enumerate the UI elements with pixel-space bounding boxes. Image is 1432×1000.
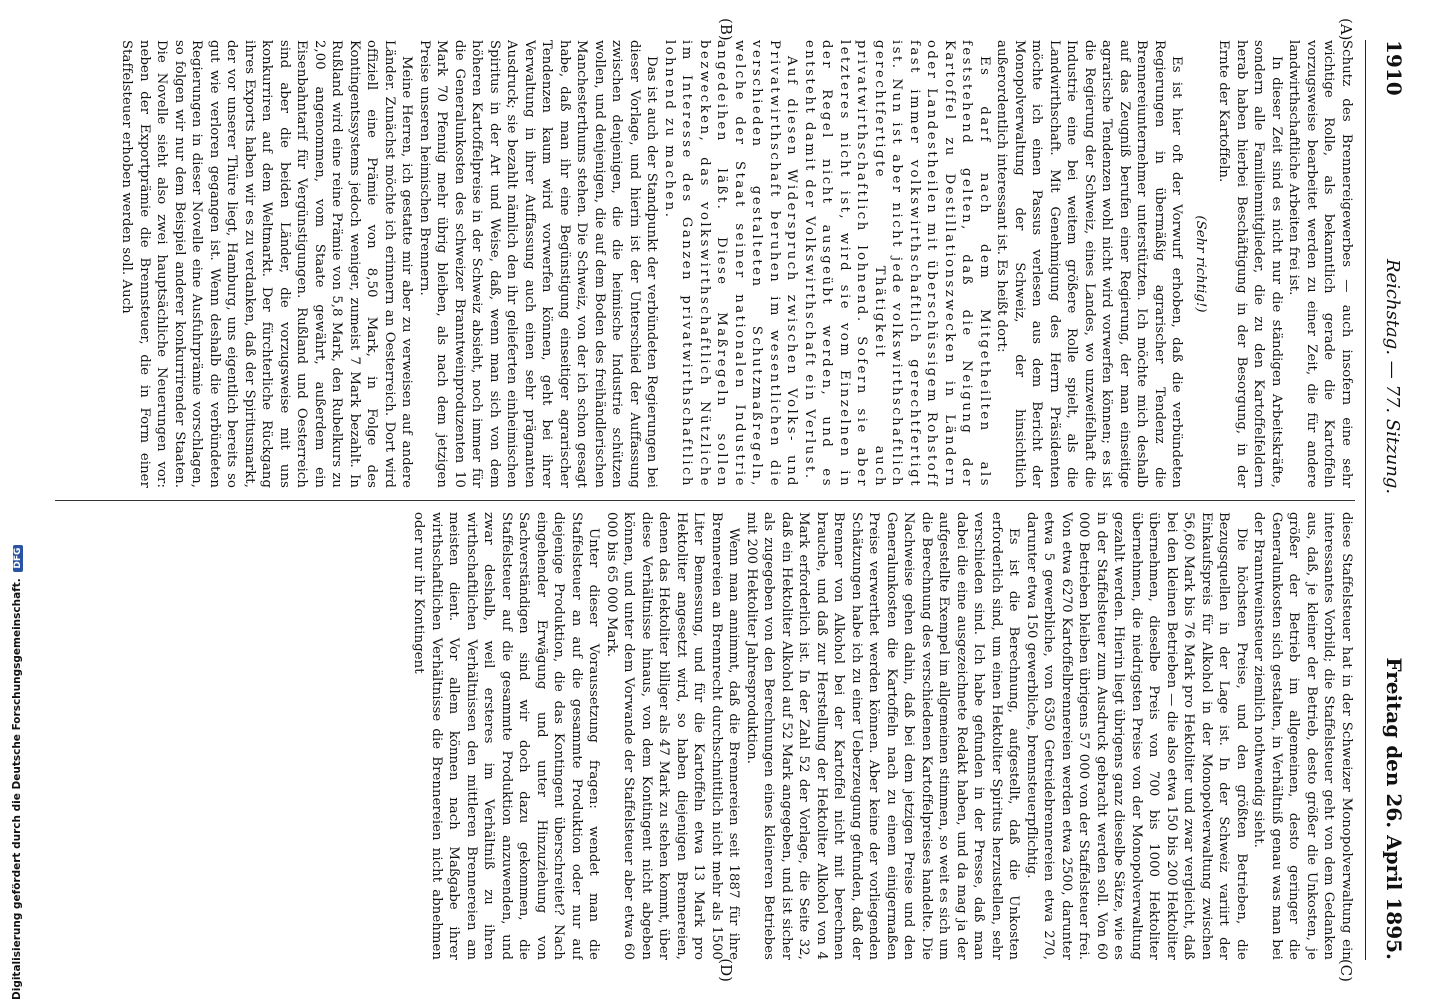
text-columns bbox=[55, 18, 1355, 982]
paragraph: Unter dieser Voraussetzung fragen: wendet man die Staffelsteuer an auf die gesammte Produktion oder nur auf diejenige Produktion, die das Kontingent überschreitet? Nach eingehender Erwägung und unter Hinzuziehung von Sachverständigen sind wir doch dazu gekommen, die Staffelsteuer auf die gesammte Produktion anzuwenden, und zwar deshalb, weil ersteres im Verhältniß zu ihren wirthschaftlichen Verhältnissen den mittleren Brennereien am meisten dient. Vor allem können nach Maßgabe ihrer wirthschaftlichen Verhältnisse die Brennereien nicht abnehmen oder nur ihr Kontingent bbox=[411, 512, 602, 960]
paragraph: Schutz des Brennereigewerbes — auch insofern eine sehr wichtige Rolle, als bekanntlich gerade die Kartoffeln vorzugsweise bearbeitet werden zu einer Zeit, die für andere landwirthschaftliche Arbeiten frei ist. bbox=[1286, 40, 1354, 488]
page-title: Reichstag. — 77. Sitzung. bbox=[1382, 258, 1403, 495]
page-number: 1910 bbox=[1382, 40, 1406, 96]
right-column bbox=[55, 512, 1355, 960]
column-divider bbox=[55, 500, 1355, 501]
credit-text: Digitalisierung gefördert durch die Deutsche Forschungsgemeinschaft. bbox=[11, 578, 23, 1000]
paragraph: Das ist auch der Standpunkt der verbündeten Regierungen bei dieser Vorlage, und hierin ist der Unterschied der Auffassung zwischen denjenigen, die die heimische Industrie schützen wollen, und denjenigen, die auf dem Boden des freihändlerischen Manchesterthums stehen. Die Schweiz, von der ich schon gesagt habe, daß man ihr eine Begünstigung einseitiger agrarischer Tendenzen kaum wird vorwerfen können, geht bei ihrer Verwaltung in ihrer Auffassung auch einen sehr prägnanten Ausdruck; sie bezahlt nämlich den ihr gelieferten einheimischen Spiritus in der Art und Weise, daß, wenn man sich von dem höheren Kartoffelpreise in der Schweiz absieht, noch immer für die Generalunkosten des schweizer Branntweinproduzenten 10 Mark 70 Pfennig mehr übrig bleiben, als nach dem jetzigen Preise unseren heimischen Brennern. bbox=[417, 40, 660, 488]
paragraph: diese Staffelsteuer hat in der Schweizer Monopolverwaltung ein interessantes Vorbild; die Staffelsteuer geht von dem Gedanken aus, daß, je kleiner der Betrieb, desto größer die Unkosten, je größer der Betrieb im allgemeinen, desto geringer die Generalunkosten sich gestalten, in Verhältniß genau was man bei der Branntweinsteuer ziemlich nothwendig sieht. bbox=[1251, 512, 1354, 960]
dfg-logo: DFG bbox=[13, 545, 23, 572]
paragraph: Wenn man annimmt, daß die Brennereien seit 1887 für ihre Brennereien an Brennrecht durchschnittlich nicht mehr als 1500 Liter Bemessung, und für die Kartoffeln etwa 13 Mark pro Hektoliter angesetzt wird, so haben diejenigen Brennereien, denen das Hektoliter billiger als 47 Mark zu stehen kommt, über diese Verhältnisse hinaus, von dem Kontingent nicht abgeben können, und unter dem Vorwande der Staffelsteuer aber etwa 60 000 bis 65 000 Mark. bbox=[604, 512, 742, 960]
paragraph: Es ist die Berechnung, aufgestellt, daß die Unkosten erforderlich sind, um einen Hektoliter Spiritus herzustellen, sehr verschieden sind. Ich habe gefunden in der Presse, daß man dabei die eine ausgezeichnete Redakt haben, und da mag ja der aufgestellte Exempel im allgemeinen stimmen, so weit es sich um die Berechnung des verschiedenen Kartoffelpreises handelte. Die Nachweise gehen dahin, daß bei dem jetzigen Preise und den Generalunkosten die Kartoffeln nach zu einem einigermaßen Preise verwerthet werden können. Aber keine der vorliegenden Schätzungen habe ich zu einer Ueberzeugung gefunden, daß der Brenner von Alkohol bei der Kartoffel nicht mit berechnen brauche, und daß zur Herstellung der Hektoliter Alkohol von 4 Mark erforderlich ist. In der Zahl 52 der Vorlage, die Seite 32, daß ein Hektoliter Alkohol auf 52 Mark angegeben, und ist sicher als zugegeben von den Berechnungen eines kleineren Betriebes mit 200 Hektoliter Jahresproduktion. bbox=[744, 512, 1022, 960]
rotated-newspaper-page bbox=[26, 20, 1406, 980]
paragraph: In dieser Zeit sind es nicht nur die ständigen Arbeitskräfte, sondern alle Familienmitglieder, die zu den Kartoffelfeldern herab haben hierbei Beschäftigung in der Besorgung, in der Ernte der Kartoffeln. bbox=[1216, 40, 1284, 488]
interjection: (Sehr richtig!) bbox=[1193, 215, 1208, 313]
margin-label-b: (B) bbox=[717, 18, 735, 41]
quote-paragraph: Es darf nach dem Mitgetheilten als feststehend gelten, daß die Neigung der Kartoffel zu Destillationszwecken in Ländern oder Landestheilen mit überschüssigem Rohstoff fast immer volkswirthschaftlich gerechtfertigt ist. Nun ist aber nicht jede volkswirthschaftlich gerechtfertigte Thätigkeit auch privatwirthschaftlich lohnend. Sofern sie aber letzteres nicht ist, wird sie vom Einzelnen in der Regel nicht ausgeübt werden, und es entsteht damit der Volkswirthschaft ein Verlust. bbox=[802, 40, 992, 488]
page-header bbox=[1365, 40, 1406, 960]
credit-line bbox=[11, 545, 23, 1000]
quote-paragraph: Auf diesen Widerspruch zwischen Volks- und Privatwirthschaft beruhen im wesentlichen die verschieden gestalteten Schutzmaßregeln, welche der Staat seiner nationalen Industrie angedeihen läßt. Diese Maßregeln sollen bezwecken, das volkswirthschaftlich Nützliche im Interesse des Ganzen privatwirthschaftlich lohnend zu machen. bbox=[662, 40, 800, 488]
left-column bbox=[55, 40, 1355, 488]
margin-label-d: (D) bbox=[717, 958, 735, 982]
margin-label-a: (A) bbox=[1337, 18, 1355, 41]
paragraph: Die höchsten Preise, und den größten Betrieben, die Bezugsquellen in der Lage ist. In der Schweiz variirt der Einkaufspreis für Alkohol in der Monopolverwaltung zwischen 56,60 Mark bis 76 Mark pro Hektoliter und zwar vergleicht, daß bei den kleinen Betrieben — die also etwa 150 bis 200 Hektoliter übernehmen, dieselbe Preis von 700 bis 1000 Hektoliter übernehmen, die niedrigsten Preise von der Monopolverwaltung gezahlt werden. Hierin liegt übrigens ganz dieselbe Sätze, wie es in der Staffelsteuer zum Ausdruck gebracht werden soll. Von 60 000 Betrieben bleiben übrigens 57 000 von der Staffelsteuer frei. Von etwa 6270 Kartoffelbrennereien werden etwa 2500, darunter etwa 5 gewerbliche, von 6350 Getreidebrennereien etwa 270, darunter etwa 150 gewerbliche, brennsteuerpflichtig. bbox=[1024, 512, 1249, 960]
paragraph: Meine Herren, ich gestatte mir aber zu verweisen auf andere Länder. Zunächst möchte ich erinnern an Oesterreich. Dort wird offiziell eine Prämie von 8,50 Mark, in Folge des Kontingentssystems jedoch weniger, zumeist 7 Mark bezahlt. In Rußland wird eine reine Prämie von 5,8 Mark, den Rubelkurs zu 2,00 angenommen, vom Staate gewährt, außerdem ein Eisenbahntarif für Vergünstigungen. Rußland und Oesterreich sind aber die beiden Länder, die vorzugsweise mit uns konkurriren auf dem Weltmarkt. Der fürchterliche Rückgang ihres Exports haben wir es zu verdanken, daß der Spiritusmarkt, der vor unserer Thüre liegt, Hamburg, uns eigentlich bereits so gut wie verloren gegangen ist. Wenn deshalb die verbündeten Regierungen in dieser Novelle eine Ausfuhrprämie vorschlagen, so folgen wir nur dem Beispiel anderer konkurrirender Staaten. Die Novelle sieht also zwei hauptsächliche Neuerungen vor: neben der Exportprämie die Brennsteuer, die in Form einer Staffelsteuer erhoben werden soll. Auch bbox=[119, 40, 415, 488]
page-date: Freitag den 26. April 1895. bbox=[1382, 657, 1406, 960]
paragraph: Es ist hier oft der Vorwurf erhoben, daß die verbündeten Regierungen in übermäßig agrarischer Tendenz die Brennereiunternehmer unterstützten. Ich möchte mich deshalb auf das Zeugniß berufen einer Regierung, der man einseitige agrarische Tendenzen wohl nicht wird vorwerfen können; es ist die Regierung der Schweiz, eines Landes, wo unzweifelhaft die Industrie eine bei weitem größere Rolle spielt, als die Landwirthschaft. Mit Genehmigung des Herrn Präsidenten möchte ich einen Passus verlesen aus dem Bericht der Monopolverwaltung der Schweiz, der hinsichtlich außerordentlich interessant ist. Es heißt dort: bbox=[994, 40, 1185, 488]
margin-label-c: (C) bbox=[1337, 958, 1355, 982]
digitization-credit bbox=[0, 0, 34, 1000]
